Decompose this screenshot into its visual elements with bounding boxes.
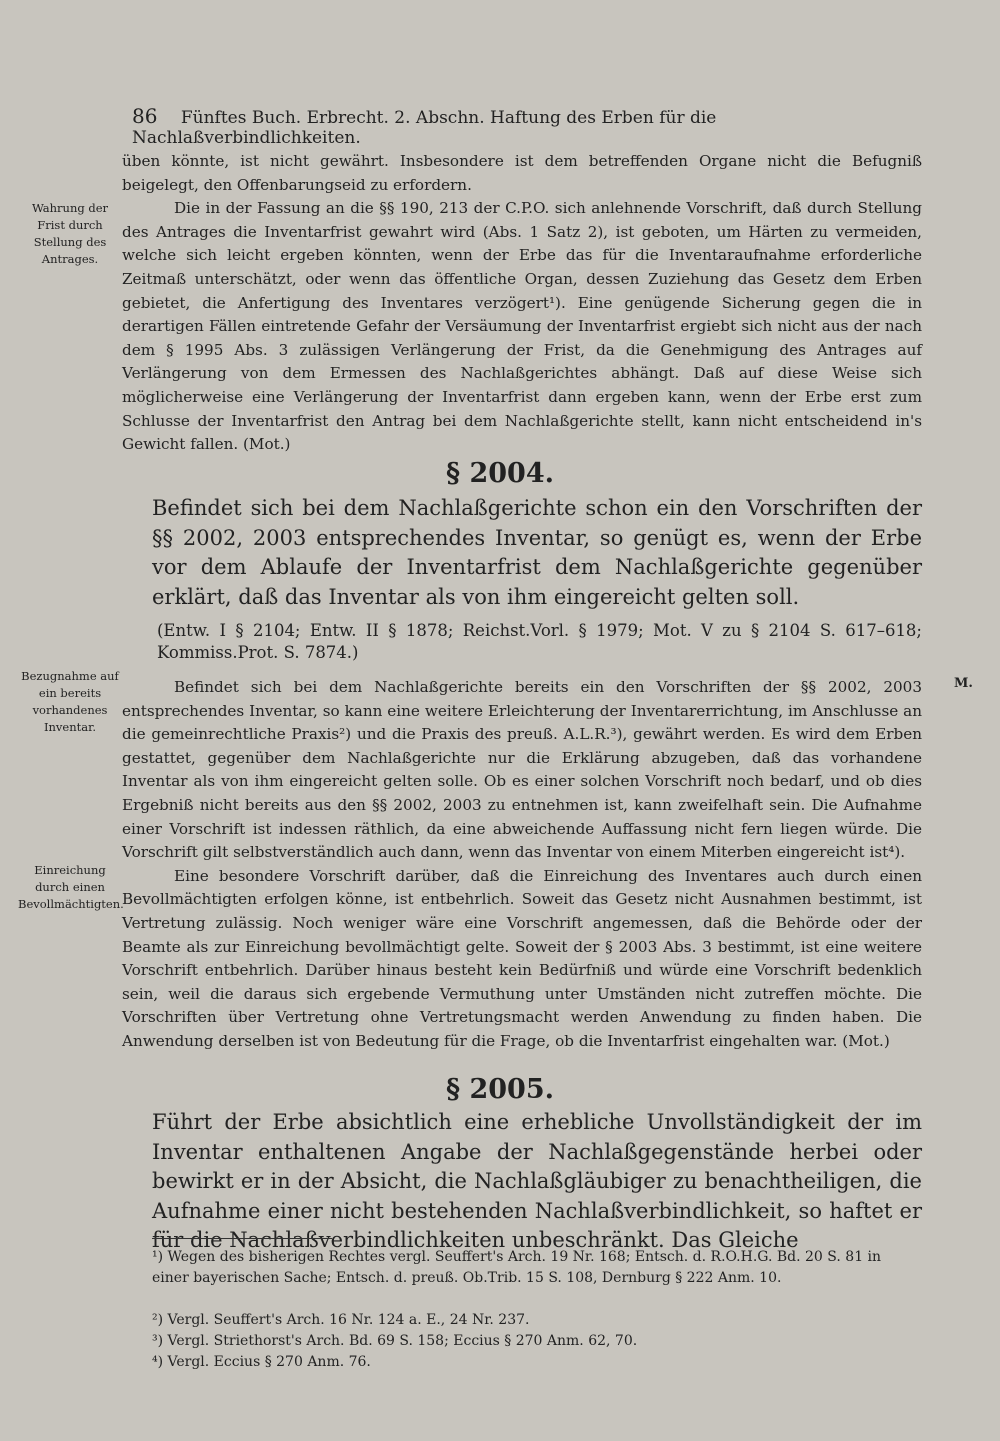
paragraph: Befindet sich bei dem Nachlaßgerichte bereits ein den Vorschriften der §§ 2002, 2003 entsprechendes Inventar, so kann eine weitere Erleichterung der Inventarerrichtung, im Anschlusse an die gemeinrechtliche Praxis²) und die Praxis des preuß. A.L.R.³), gewährt werden. Es wird dem Erben gestattet, gegenüber dem Nachlaßgerichte nur die Erklärung abzugeben, daß das vorhandene Inventar als von ihm eingereicht gelten solle. Ob es einer solchen Vorschrift noch bedarf, und ob dies Ergebniß nicht bereits aus den §§ 2002, 2003 zu entnehmen ist, kann zweifelhaft sein. Die Aufnahme einer Vorschrift ist indessen räthlich, da eine abweichende Auffassung nicht fern liegen würde. Die Vorschrift gilt selbstverständlich auch dann, wenn das Inventar von einem Miterben eingereicht ist⁴). (122, 678, 922, 862)
section-heading: § 2004. (445, 458, 555, 489)
continuation-text (122, 150, 922, 457)
footnote-rule (152, 1238, 332, 1239)
citation: (Entw. I § 2104; Entw. II § 1878; Reichst.Vorl. § 1979; Mot. V zu § 2104 S. 617–618; Kommiss.Prot. S. 7874.) (157, 621, 922, 662)
footnote: ¹) Wegen des bisherigen Rechtes vergl. Seuffert's Arch. 19 Nr. 168; Entsch. d. R.O.H.G. Bd. 20 S. 81 in einer bayerischen Sache; Entsch. d. preuß. Ob.Trib. 15 S. 108, Dernburg § 222 Anm. 10. (152, 1249, 882, 1286)
statute-text: Führt der Erbe absichtlich eine erhebliche Unvollständigkeit der im Inventar enthaltenen Angabe der Nachlaßgegenstände herbei oder bewirkt er in der Absicht, die Nachlaßgläubiger zu benachtheiligen, die Aufnahme einer nicht bestehenden Nachlaßverbindlichkeit, so haftet er für die Nachlaßverbindlichkeiten unbeschränkt. Das Gleiche (152, 1110, 922, 1252)
margin-note: Bezugnahme auf ein bereits vorhandenes Inventar. (21, 669, 119, 734)
section-heading: § 2005. (445, 1074, 555, 1105)
margin-marker: M. (954, 676, 973, 691)
running-header (132, 104, 932, 148)
paragraph: Die in der Fassung an die §§ 190, 213 der C.P.O. sich anlehnende Vorschrift, daß durch Stellung des Antrages die Inventarfrist gewahrt wird (Abs. 1 Satz 2), ist geboten, um Härten zu vermeiden, welche sich leicht ergeben könnten, wenn der Erbe das für die Inventaraufnahme erforderliche Zeitmaß unterschätzt, oder wenn das öffentliche Organ, dessen Zuziehung das Gesetz dem Erben gebietet, die Anfertigung des Inventares verzögert¹). Eine genügende Sicherung gegen die in derartigen Fällen eintretende Gefahr der Versäumung der Inventarfrist ergiebt sich nicht aus der nach dem § 1995 Abs. 3 zulässigen Verlängerung der Frist, da die Genehmigung des Antrages auf Verlängerung von dem Ermessen des Nachlaßgerichtes abhängt. Daß auf diese Weise sich möglicherweise eine Verlängerung der Inventarfrist dann ergeben kann, wenn der Erbe erst zum Schlusse der Inventarfrist den Antrag bei dem Nachlaßgerichte stellt, kann nicht entscheidend in's Gewicht fallen. (Mot.) (122, 199, 922, 454)
page-number: 86 (132, 104, 158, 128)
statute-text: Befindet sich bei dem Nachlaßgerichte schon ein den Vorschriften der §§ 2002, 2003 entsprechendes Inventar, so genügt es, wenn der Erbe vor dem Ablaufe der Inventarfrist dem Nachlaßgerichte gegenüber erklärt, daß das Inventar als von ihm eingereicht gelten soll. (152, 496, 922, 609)
running-title: Fünftes Buch. Erbrecht. 2. Abschn. Haftung des Erben für die Nachlaßverbindlichkeiten. (132, 108, 717, 148)
commentary-text (122, 676, 922, 1054)
paragraph: Eine besondere Vorschrift darüber, daß die Einreichung des Inventares auch durch einen Bevollmächtigten erfolgen könne, ist entbehrlich. Soweit das Gesetz nicht Ausnahmen bestimmt, ist Vertretung zulässig. Noch weniger wäre eine Vorschrift angemessen, daß die Behörde oder der Beamte als zur Einreichung bevollmächtigt gelte. Soweit der § 2003 Abs. 3 bestimmt, ist eine weitere Vorschrift entbehrlich. Darüber hinaus besteht kein Bedürfniß und würde eine Vorschrift bedenklich sein, weil die daraus sich ergebende Vermuthung unter Umständen nicht zutreffen möchte. Die Vorschriften über Vertretung ohne Vertretungsmacht werden Anwendung zu finden haben. Die Anwendung derselben ist von Bedeutung für die Frage, ob die Inventarfrist eingehalten war. (Mot.) (122, 866, 922, 1050)
footnote: ⁴) Vergl. Eccius § 270 Anm. 76. (152, 1354, 371, 1370)
paragraph: üben könnte, ist nicht gewährt. Insbesondere ist dem betreffenden Organe nicht die Befugniß beigelegt, den Offenbarungseid zu erfordern. (122, 152, 922, 194)
margin-note: Wahrung der Frist durch Stellung des Antrages. (31, 201, 109, 266)
footnote: ³) Vergl. Striethorst's Arch. Bd. 69 S. 158; Eccius § 270 Anm. 62, 70. (152, 1333, 638, 1349)
margin-note: Einreichung durch einen Bevollmächtigten. (18, 863, 124, 911)
footnote: ²) Vergl. Seuffert's Arch. 16 Nr. 124 a. E., 24 Nr. 237. (152, 1312, 530, 1328)
